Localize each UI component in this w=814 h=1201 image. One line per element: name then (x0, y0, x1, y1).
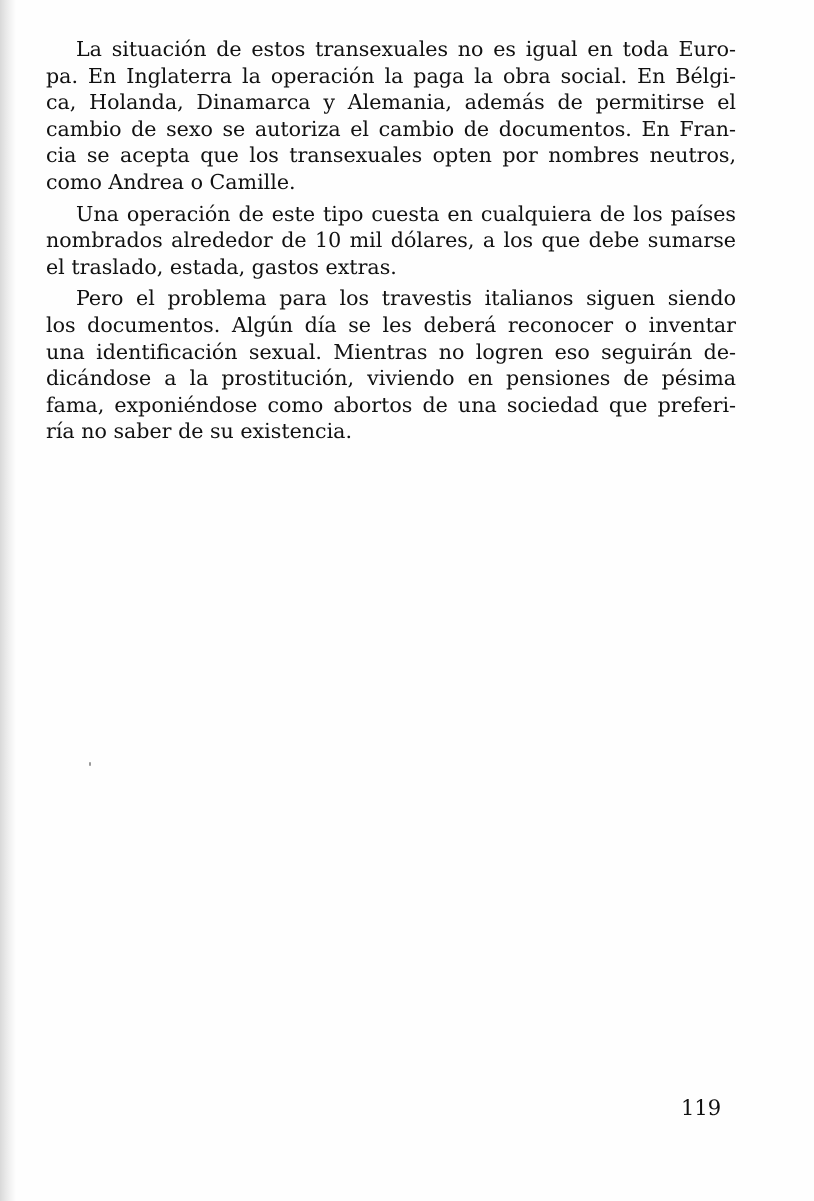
text-line: cambio de sexo se autoriza el cambio de documentos. En Fran- (46, 116, 736, 141)
paragraph (46, 285, 736, 445)
page-number: 119 (681, 1096, 722, 1120)
text-line: dicándose a la prostitución, viviendo en pensiones de pésima (46, 366, 736, 391)
text-line: una identificación sexual. Mientras no logren eso seguirán de- (46, 339, 736, 364)
text-line: como Andrea o Camille. (46, 169, 296, 194)
paragraph (46, 201, 736, 281)
page-edge-shadow (0, 0, 16, 1201)
text-line: Pero el problema para los travestis italianos siguen siendo (76, 286, 736, 311)
body-text (46, 36, 736, 445)
paragraph (46, 36, 736, 196)
text-line: ría no saber de su existencia. (46, 419, 352, 444)
text-line: La situación de estos transexuales no es igual en toda Euro- (76, 37, 736, 61)
text-line: fama, exponiéndose como abortos de una sociedad que preferi- (46, 392, 736, 417)
text-line: los documentos. Algún día se les deberá reconocer o inventar (46, 312, 736, 337)
text-line: ca, Holanda, Dinamarca y Alemania, además de permitirse el (46, 90, 736, 115)
text-line: cia se acepta que los transexuales opten por nombres neutros, (46, 143, 736, 168)
text-line: nombrados alrededor de 10 mil dólares, a los que debe sumarse (46, 228, 736, 253)
scan-speck (89, 762, 91, 766)
text-line: Una operación de este tipo cuesta en cualquiera de los países (76, 201, 736, 226)
text-line: pa. En Inglaterra la operación la paga la obra social. En Bélgi- (46, 63, 736, 88)
text-line: el traslado, estada, gastos extras. (46, 254, 397, 279)
